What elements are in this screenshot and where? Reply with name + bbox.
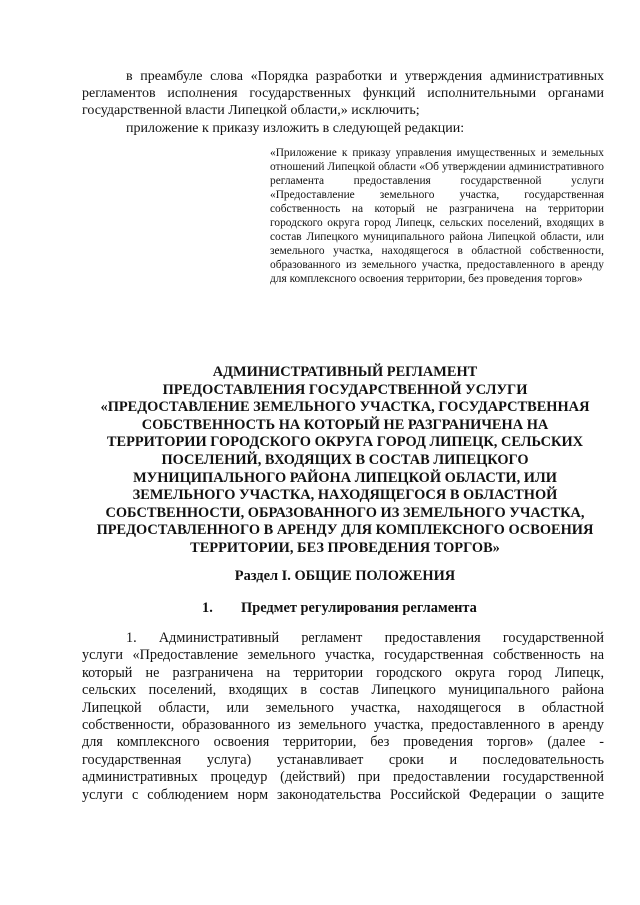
title-line: ПРЕДОСТАВЛЕННОГО В АРЕНДУ ДЛЯ КОМПЛЕКСНОГО ОСВОЕНИЯ (96, 522, 594, 539)
body-paragraph (82, 630, 604, 804)
body-line: услуги с соблюдением норм законодательства Российской Федерации о защите (82, 786, 604, 803)
subsection-title: Предмет регулирования регламента (241, 600, 477, 616)
title-line: ПРЕДОСТАВЛЕНИЯ ГОСУДАРСТВЕННОЙ УСЛУГИ (162, 381, 528, 398)
title-line: ТЕРРИТОРИИ, БЕЗ ПРОВЕДЕНИЯ ТОРГОВ» (190, 539, 500, 556)
body-line: собственности, образованного из земельного участка, предоставленного в аренду (82, 717, 604, 734)
intro-text-2: приложение к приказу изложить в следующей редакции: (126, 121, 465, 136)
body-line: для комплексного освоения территории, без проведения торгов» (далее - (82, 734, 604, 751)
subsection-number: 1. (202, 600, 213, 616)
intro-paragraph-2 (82, 120, 604, 137)
body-line: государственная услуга) устанавливает сроки и последовательность (82, 751, 604, 768)
title-line: ТЕРРИТОРИИ ГОРОДСКОГО ОКРУГА ГОРОД ЛИПЕЦК, СЕЛЬСКИХ (106, 434, 584, 451)
title-line: ЗЕМЕЛЬНОГО УЧАСТКА, НАХОДЯЩЕГОСЯ В ОБЛАСТНОЙ (132, 487, 558, 504)
intro-paragraph (82, 68, 604, 119)
body-line: услуги «Предоставление земельного участка, государственная собственность на (82, 647, 604, 664)
title-line: СОБСТВЕННОСТЬ НА КОТОРЫЙ НЕ РАЗГРАНИЧЕНА НА (141, 416, 549, 433)
body-line: административных процедур (действий) при предоставлении государственной (82, 769, 604, 786)
regulation-title (82, 364, 608, 558)
title-line: ПОСЕЛЕНИЙ, ВХОДЯЩИХ В СОСТАВ ЛИПЕЦКОГО (161, 451, 529, 468)
intro-text: в преамбуле слова «Порядка разработки и утверждения административных регламентов исполнения государственных функций исполнительными органами государственной власти Липецкой области,» исключить; (82, 69, 604, 118)
title-line: МУНИЦИПАЛЬНОГО РАЙОНА ЛИПЕЦКОЙ ОБЛАСТИ, ИЛИ (133, 469, 557, 486)
body-line: 1. Административный регламент предоставления государственной (126, 630, 604, 646)
title-line: СОБСТВЕННОСТИ, ОБРАЗОВАННОГО ИЗ ЗЕМЕЛЬНОГО УЧАСТКА, (105, 504, 585, 521)
body-line: Липецкой области, или земельного участка, находящегося в областной (82, 699, 604, 716)
section-heading: Раздел I. ОБЩИЕ ПОЛОЖЕНИЯ (234, 568, 456, 584)
title-line: АДМИНИСТРАТИВНЫЙ РЕГЛАМЕНТ (212, 364, 478, 380)
body-line: который не разграничена на территории городского округа город Липецк, (82, 664, 604, 681)
appendix-quote: «Приложение к приказу управления имущественных и земельных отношений Липецкой области «Об утверждении административного регламента предоставления государственной услуги «Предоставление земельного участка, государственная собственность на который не разграничена на территории городского округа город Липецк, сельских поселений, входящих в состав Липецкого муниципального района Липецкой области, или земельного участка, находящегося в областной собственности, образованного из земельного участка, предоставленного в аренду для комплексного освоения территории, без проведения торгов» (270, 147, 604, 285)
body-line: сельских поселений, входящих в состав Липецкого муниципального района (82, 682, 604, 699)
title-line: «ПРЕДОСТАВЛЕНИЕ ЗЕМЕЛЬНОГО УЧАСТКА, ГОСУДАРСТВЕННАЯ (100, 399, 590, 416)
